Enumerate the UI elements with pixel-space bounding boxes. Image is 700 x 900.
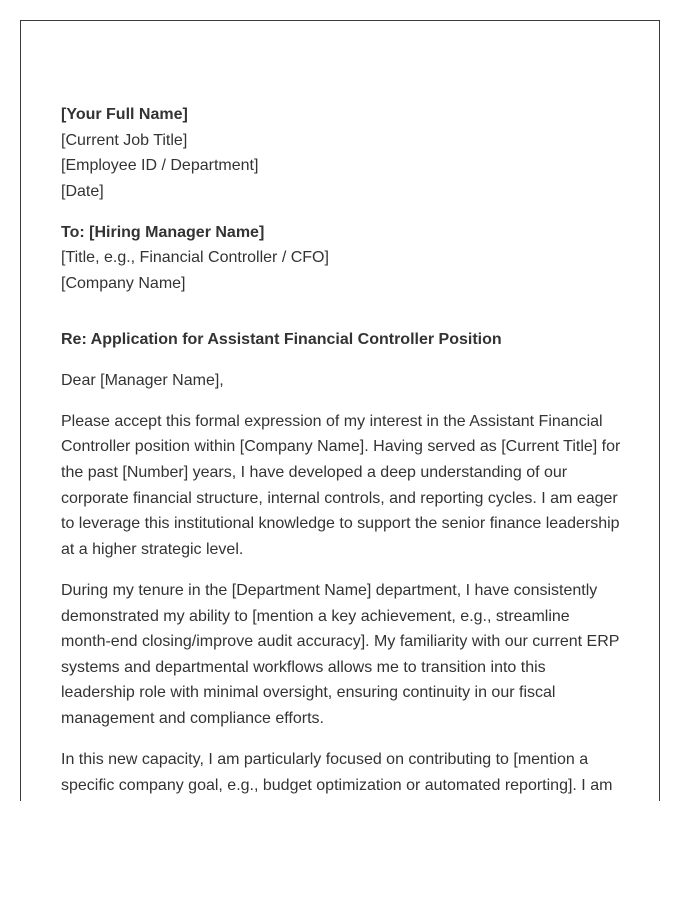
- paragraph-line: leadership role with minimal oversight, ensuring continuity in our fiscal: [61, 684, 556, 702]
- paragraph-line: month-end closing/improve audit accuracy]. My familiarity with our current ERP: [61, 633, 620, 651]
- paragraph-line: Controller position within [Company Name]. Having served as [Current Title] for: [61, 438, 621, 456]
- sender-date: [Date]: [61, 182, 104, 200]
- paragraph-line: corporate financial structure, internal controls, and reporting cycles. I am eager: [61, 489, 618, 507]
- body-paragraph-3: [61, 747, 631, 798]
- paragraph-line: management and compliance efforts.: [61, 709, 324, 727]
- sender-employee-id: [Employee ID / Department]: [61, 157, 259, 175]
- paragraph-line: Please accept this formal expression of my interest in the Assistant Financial: [61, 412, 603, 430]
- paragraph-line: demonstrated my ability to [mention a key achievement, e.g., streamline: [61, 607, 570, 625]
- body-paragraph-2: [61, 578, 631, 732]
- sender-name: [Your Full Name]: [61, 106, 188, 123]
- recipient-title: [Title, e.g., Financial Controller / CFO]: [61, 249, 329, 267]
- sender-job-title: [Current Job Title]: [61, 131, 188, 149]
- sender-block: [61, 102, 631, 204]
- salutation: Dear [Manager Name],: [61, 371, 224, 389]
- letter-page: [20, 20, 660, 801]
- recipient-company: [Company Name]: [61, 275, 186, 293]
- paragraph-line: In this new capacity, I am particularly focused on contributing to [mention a: [61, 750, 589, 768]
- paragraph-line: During my tenure in the [Department Name] department, I have consistently: [61, 581, 598, 599]
- recipient-block: [61, 220, 631, 297]
- paragraph-line: the past [Number] years, I have developed a deep understanding of our: [61, 464, 568, 482]
- paragraph-line: systems and departmental workflows allows me to transition into this: [61, 658, 546, 676]
- body-paragraph-1: [61, 409, 631, 563]
- subject-line: Re: Application for Assistant Financial Controller Position: [61, 330, 502, 348]
- paragraph-line: at a higher strategic level.: [61, 540, 244, 558]
- recipient-to-line: To: [Hiring Manager Name]: [61, 223, 265, 241]
- paragraph-line: to leverage this institutional knowledge to support the senior finance leadership: [61, 515, 620, 533]
- paragraph-line: specific company goal, e.g., budget optimization or automated reporting]. I am: [61, 776, 613, 794]
- letter-content: [61, 102, 631, 798]
